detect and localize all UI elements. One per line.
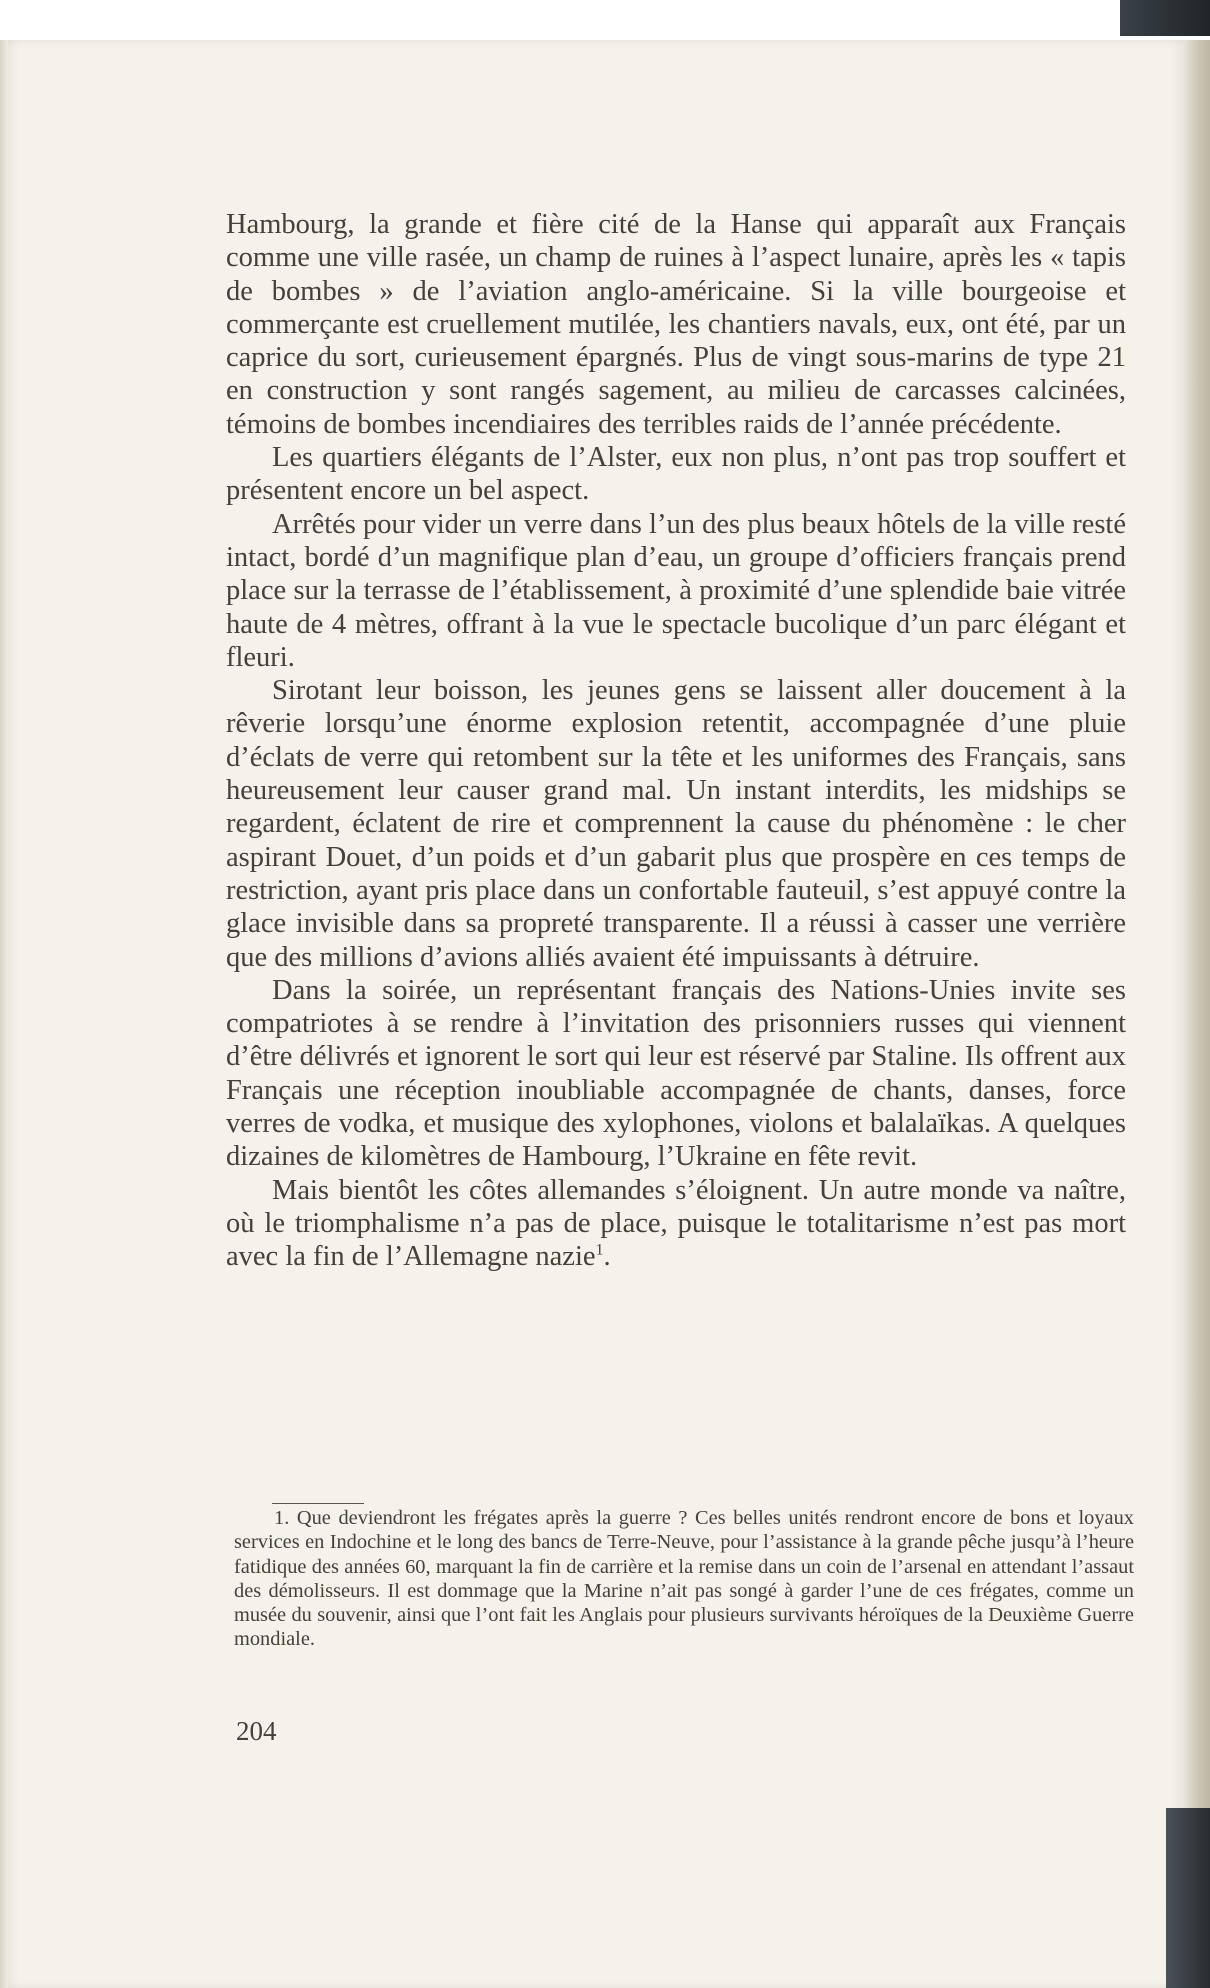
page-right-edge xyxy=(1184,40,1210,1988)
footnote-marker: 1 xyxy=(595,1241,604,1259)
footnote-rule xyxy=(272,1503,364,1504)
body-text xyxy=(226,208,1126,1274)
footnotes xyxy=(234,1506,1134,1652)
paragraph-5: Dans la soirée, un représentant français des Nations-Unies invite ses compatriotes à se rendre à l’invitation des prisonniers russes qui viennent d’être délivrés et ignorent le sort qui leur est réservé par Staline. Ils offrent aux Français une réception inoubliable accompagnée de chants, danses, force verres de vodka, et musique des xylophones, violons et balalaïkas. A quelques dizaines de kilomètres de Hambourg, l’Ukraine en fête revit. xyxy=(226,974,1126,1173)
paragraph-1: Hambourg, la grande et fière cité de la Hanse qui apparaît aux Français comme une ville rasée, un champ de ruines à l’aspect lunaire, après les « tapis de bombes » de l’aviation anglo-américaine. Si la ville bourgeoise et commerçante est cruellement mutilée, les chantiers navals, eux, ont été, par un caprice du sort, curieusement épargnés. Plus de vingt sous-marins de type 21 en construction y sont rangés sagement, au milieu de carcasses calcinées, témoins de bombes incendiaires des terribles raids de l’année précédente. xyxy=(226,209,1126,440)
paragraph-4: Sirotant leur boisson, les jeunes gens se laissent aller doucement à la rêverie lorsqu’une énorme explosion retentit, accompagnée d’une pluie d’éclats de verre qui retombent sur la tête et les uniformes des Français, sans heureusement leur causer grand mal. Un instant interdits, les midships se regardent, éclatent de rire et comprennent la cause du phénomène : le cher aspirant Douet, d’un poids et d’un gabarit plus que prospère en ces temps de restriction, ayant pris place dans un confortable fauteuil, s’est appuyé contre la glace invisible dans sa propreté transparente. Il a réussi à casser une verrière que des millions d’avions alliés avaient été impuissants à détruire. xyxy=(226,675,1126,973)
paragraph-3: Arrêtés pour vider un verre dans l’un des plus beaux hôtels de la ville resté intact, bordé d’un magnifique plan d’eau, un groupe d’officiers français prend place sur la terrasse de l’établissement, à proximité d’une splendide baie vitrée haute de 4 mètres, offrant à la vue le spectacle bucolique d’un parc élégant et fleuri. xyxy=(226,508,1126,673)
binding-top xyxy=(1120,0,1210,36)
paragraph-6-text: Mais bientôt les côtes allemandes s’éloignent. Un autre monde va naître, où le triomphalisme n’a pas de place, puisque le totalitarisme n’est pas mort avec la fin de l’Allemagne nazie xyxy=(226,1174,1126,1273)
binding-bottom xyxy=(1166,1808,1210,1988)
page-left-edge xyxy=(0,40,8,1988)
paragraph-2: Les quartiers élégants de l’Alster, eux non plus, n’ont pas trop souffert et présentent encore un bel aspect. xyxy=(226,442,1126,507)
paragraph-6: Mais bientôt les côtes allemandes s’éloignent. Un autre monde va naître, où le triomphalisme n’a pas de place, puisque le totalitarisme n’est pas mort avec la fin de l’Allemagne nazie$^1$. xyxy=(226,1174,1126,1273)
page-number: 204 xyxy=(236,1716,277,1746)
footnote-1: 1. Que deviendront les frégates après la guerre ? Ces belles unités rendront encore de bons et loyaux services en Indochine et le long des bancs de Terre-Neuve, pour l’assistance à la grande pêche jusqu’à l’heure fatidique des années 60, marquant la fin de carrière et la remise dans un coin de l’arsenal en attendant l’assaut des démolisseurs. Il est dommage que la Marine n’ait pas songé à garder l’une de ces frégates, comme un musée du souvenir, ainsi que l’ont fait les Anglais pour plusieurs survivants héroïques de la Deuxième Guerre mondiale. xyxy=(234,1507,1134,1651)
